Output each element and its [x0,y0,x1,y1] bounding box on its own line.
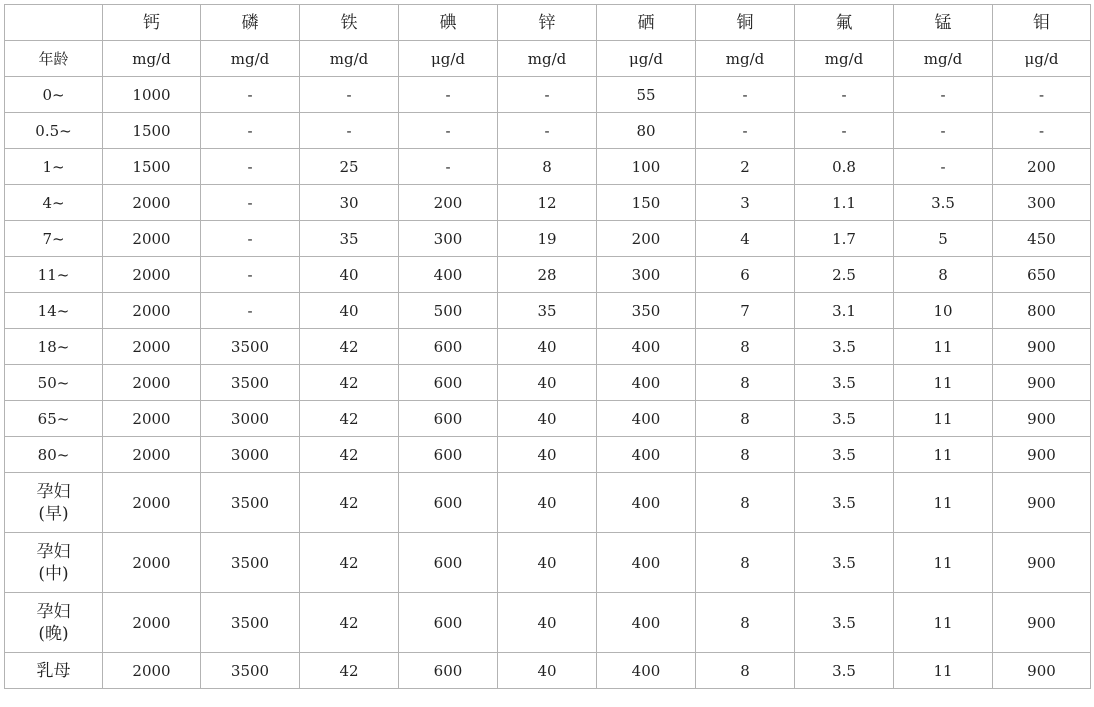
age-cell [5,77,103,113]
value-cell: 6 [696,257,795,293]
value-cell: 900 [993,365,1091,401]
value-cell: 3500 [201,533,300,593]
table-row [5,401,1091,437]
value-cell: 3500 [201,593,300,653]
unit-cell: mg/d [795,41,894,77]
value-cell: - [201,221,300,257]
value-cell: 600 [399,653,498,689]
age-cell [5,401,103,437]
table-row [5,113,1091,149]
value-cell: 3.5 [795,401,894,437]
value-cell: 11 [894,653,993,689]
value-cell: 2000 [103,293,201,329]
table-row [5,221,1091,257]
table-row [5,593,1091,653]
value-cell: 600 [399,593,498,653]
value-cell: 3.5 [795,437,894,473]
value-cell: 400 [597,329,696,365]
value-cell: 1.1 [795,185,894,221]
value-cell: - [498,77,597,113]
value-cell: 200 [399,185,498,221]
age-label: 孕妇 (早) [36,481,71,524]
value-cell: 900 [993,437,1091,473]
value-cell: 11 [894,593,993,653]
header-cell: 锰 [894,5,993,41]
value-cell: 0.8 [795,149,894,185]
value-cell: 35 [498,293,597,329]
value-cell: 11 [894,401,993,437]
value-cell: 450 [993,221,1091,257]
value-cell: 40 [498,473,597,533]
header-cell: 铁 [300,5,399,41]
age-label: 11~ [37,265,70,284]
value-cell: 4 [696,221,795,257]
age-cell [5,293,103,329]
value-cell: - [498,113,597,149]
age-cell [5,653,103,689]
value-cell: 40 [498,401,597,437]
value-cell: 650 [993,257,1091,293]
value-cell: 300 [399,221,498,257]
age-cell [5,149,103,185]
age-label: 0.5~ [35,121,72,140]
value-cell: - [399,113,498,149]
value-cell: 3.5 [795,329,894,365]
value-cell: - [399,77,498,113]
value-cell: 8 [696,329,795,365]
value-cell: 55 [597,77,696,113]
value-cell: 8 [696,593,795,653]
value-cell: 11 [894,365,993,401]
value-cell: 40 [498,533,597,593]
value-cell: - [795,77,894,113]
value-cell: 3.5 [795,593,894,653]
table-row [5,653,1091,689]
value-cell: 2 [696,149,795,185]
value-cell: - [894,77,993,113]
age-cell [5,257,103,293]
age-label: 14~ [37,301,70,320]
value-cell: 150 [597,185,696,221]
value-cell: 300 [597,257,696,293]
table-row [5,365,1091,401]
value-cell: 2000 [103,473,201,533]
value-cell: 400 [597,593,696,653]
age-label: 50~ [37,373,70,392]
age-label: 孕妇 (晚) [36,601,71,644]
header-cell: 氟 [795,5,894,41]
header-cell: 钙 [103,5,201,41]
age-label: 7~ [42,229,65,248]
table-row [5,437,1091,473]
value-cell: 3000 [201,437,300,473]
value-cell: 40 [498,365,597,401]
value-cell: 8 [696,533,795,593]
table-row [5,329,1091,365]
value-cell: 8 [696,437,795,473]
value-cell: 8 [696,365,795,401]
nutrient-table [4,4,1091,689]
value-cell: 400 [597,365,696,401]
value-cell: 11 [894,533,993,593]
unit-cell: μg/d [597,41,696,77]
units-row [5,41,1091,77]
value-cell: 40 [300,257,399,293]
value-cell: 8 [894,257,993,293]
header-cell: 磷 [201,5,300,41]
header-cell: 铜 [696,5,795,41]
age-cell [5,221,103,257]
value-cell: - [993,113,1091,149]
value-cell: - [399,149,498,185]
value-cell: 2000 [103,221,201,257]
value-cell: 28 [498,257,597,293]
unit-cell: mg/d [498,41,597,77]
value-cell: 3000 [201,401,300,437]
table-row [5,293,1091,329]
value-cell: 5 [894,221,993,257]
value-cell: 80 [597,113,696,149]
age-cell [5,593,103,653]
value-cell: 200 [993,149,1091,185]
value-cell: 600 [399,533,498,593]
table-body [5,5,1091,689]
value-cell: - [300,77,399,113]
value-cell: - [201,113,300,149]
value-cell: 600 [399,473,498,533]
age-cell [5,473,103,533]
table-row [5,149,1091,185]
value-cell: 11 [894,473,993,533]
value-cell: 600 [399,401,498,437]
value-cell: 11 [894,437,993,473]
value-cell: 40 [498,329,597,365]
value-cell: 2000 [103,257,201,293]
value-cell: 42 [300,533,399,593]
value-cell: 42 [300,473,399,533]
value-cell: 900 [993,653,1091,689]
value-cell: 400 [597,401,696,437]
value-cell: 7 [696,293,795,329]
age-header-cell: 年龄 [5,41,103,77]
age-label: 80~ [37,445,70,464]
value-cell: 3500 [201,365,300,401]
age-cell [5,365,103,401]
value-cell: 10 [894,293,993,329]
header-cell: 钼 [993,5,1091,41]
header-cell: 硒 [597,5,696,41]
value-cell: 40 [300,293,399,329]
value-cell: - [696,113,795,149]
age-label: 65~ [37,409,70,428]
value-cell: 200 [597,221,696,257]
value-cell: 900 [993,473,1091,533]
value-cell: 2000 [103,401,201,437]
value-cell: 35 [300,221,399,257]
value-cell: 350 [597,293,696,329]
value-cell: 3.5 [795,533,894,593]
value-cell: - [795,113,894,149]
value-cell: 3.5 [795,653,894,689]
value-cell: 1500 [103,113,201,149]
value-cell: 42 [300,437,399,473]
value-cell: 11 [894,329,993,365]
value-cell: 2000 [103,437,201,473]
value-cell: 400 [399,257,498,293]
age-cell [5,437,103,473]
value-cell: 2000 [103,653,201,689]
value-cell: 400 [597,437,696,473]
value-cell: 800 [993,293,1091,329]
value-cell: 19 [498,221,597,257]
value-cell: 900 [993,401,1091,437]
value-cell: 25 [300,149,399,185]
value-cell: 600 [399,437,498,473]
value-cell: 3.5 [795,365,894,401]
value-cell: 900 [993,329,1091,365]
value-cell: 12 [498,185,597,221]
value-cell: - [201,77,300,113]
age-label: 孕妇 (中) [36,541,71,584]
value-cell: - [201,185,300,221]
unit-cell: mg/d [103,41,201,77]
value-cell: 40 [498,593,597,653]
value-cell: 3.5 [795,473,894,533]
age-cell [5,185,103,221]
value-cell: 42 [300,365,399,401]
value-cell: 400 [597,533,696,593]
value-cell: 8 [696,473,795,533]
value-cell: 30 [300,185,399,221]
value-cell: 500 [399,293,498,329]
value-cell: - [300,113,399,149]
age-label: 1~ [42,157,65,176]
value-cell: 40 [498,653,597,689]
age-cell [5,329,103,365]
age-label: 4~ [42,193,65,212]
value-cell: 42 [300,593,399,653]
value-cell: 8 [696,653,795,689]
age-cell [5,533,103,593]
value-cell: 3 [696,185,795,221]
value-cell: - [201,257,300,293]
header-row [5,5,1091,41]
value-cell: 2000 [103,533,201,593]
age-label: 乳母 [36,660,71,681]
header-cell: 碘 [399,5,498,41]
value-cell: 1500 [103,149,201,185]
value-cell: 2000 [103,329,201,365]
value-cell: 600 [399,329,498,365]
header-blank-cell [5,5,103,41]
unit-cell: mg/d [300,41,399,77]
age-cell [5,113,103,149]
unit-cell: μg/d [993,41,1091,77]
age-label: 0~ [42,85,65,104]
value-cell: 400 [597,473,696,533]
value-cell: 300 [993,185,1091,221]
table-row [5,257,1091,293]
value-cell: - [696,77,795,113]
table-row [5,473,1091,533]
unit-cell: mg/d [894,41,993,77]
unit-cell: mg/d [201,41,300,77]
value-cell: 8 [696,401,795,437]
value-cell: 8 [498,149,597,185]
unit-cell: mg/d [696,41,795,77]
value-cell: 900 [993,533,1091,593]
value-cell: - [993,77,1091,113]
value-cell: 900 [993,593,1091,653]
value-cell: 3500 [201,329,300,365]
table-row [5,77,1091,113]
value-cell: 3.1 [795,293,894,329]
unit-cell: μg/d [399,41,498,77]
value-cell: 2.5 [795,257,894,293]
value-cell: 1000 [103,77,201,113]
value-cell: 42 [300,401,399,437]
value-cell: 42 [300,653,399,689]
value-cell: 3500 [201,653,300,689]
value-cell: 2000 [103,185,201,221]
table-row [5,185,1091,221]
header-cell: 锌 [498,5,597,41]
value-cell: 3500 [201,473,300,533]
value-cell: 2000 [103,593,201,653]
value-cell: 42 [300,329,399,365]
value-cell: - [894,149,993,185]
value-cell: 400 [597,653,696,689]
value-cell: 40 [498,437,597,473]
value-cell: 3.5 [894,185,993,221]
value-cell: - [201,149,300,185]
value-cell: 600 [399,365,498,401]
value-cell: - [894,113,993,149]
value-cell: - [201,293,300,329]
value-cell: 2000 [103,365,201,401]
value-cell: 1.7 [795,221,894,257]
age-label: 18~ [37,337,70,356]
table-row [5,533,1091,593]
value-cell: 100 [597,149,696,185]
